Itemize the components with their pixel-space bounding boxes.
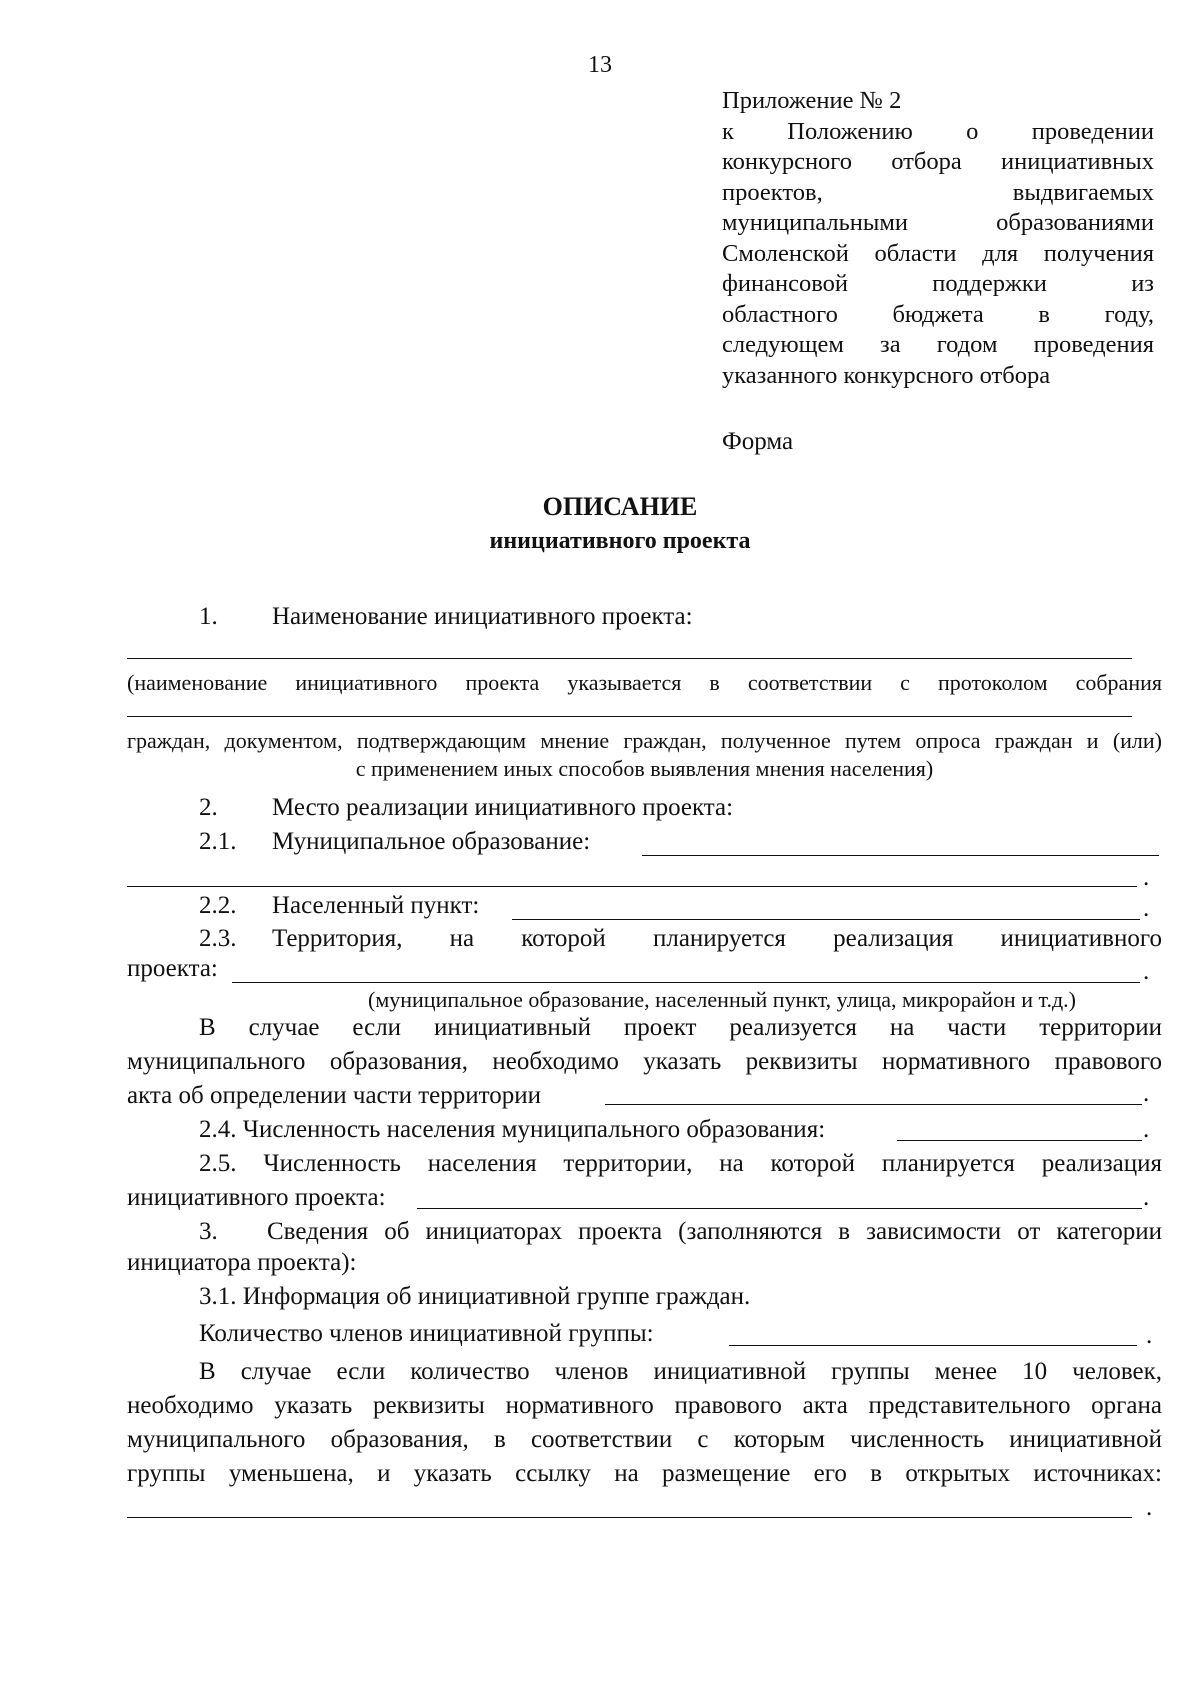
period-mark: . <box>1143 895 1150 922</box>
section-number: 2. <box>199 794 218 821</box>
appendix-line: к Положению о проведении <box>722 117 1154 145</box>
territory-note: (муниципальное образование, населенный пункт, улица, микрорайон и т.д.) <box>368 987 1076 1012</box>
section-label: Сведения об инициаторах проекта (заполняются в зависимости от категории <box>267 1218 1162 1245</box>
territory-field[interactable] <box>232 982 1140 983</box>
territory-part-paragraph <box>127 1011 1162 1113</box>
appendix-line: областного бюджета в году, <box>722 300 1154 328</box>
document-title: ОПИСАНИЕ <box>542 492 698 521</box>
members-count-label: Количество членов инициативной группы: <box>199 1320 654 1347</box>
project-name-note: граждан, документом, подтверждающим мнение граждан, полученное путем опроса граждан и (или) <box>127 728 1162 753</box>
paragraph-line: муниципального образования, в соответствии с которым численность инициативной <box>127 1426 1162 1453</box>
paragraph-line: необходимо указать реквизиты нормативного правового акта представительного органа <box>127 1392 1162 1419</box>
section-2-4: 2.4. Численность населения муниципального образования: <box>199 1116 826 1143</box>
section-label: Место реализации инициативного проекта: <box>272 794 734 821</box>
section-2-5: 2.5. Численность населения территории, на которой планируется реализация <box>199 1150 1162 1177</box>
section-number: 3. <box>199 1218 218 1245</box>
period-mark: . <box>1143 1184 1150 1211</box>
period-mark: . <box>1143 864 1150 891</box>
appendix-line: муниципальными образованиями <box>722 209 1154 236</box>
settlement-field[interactable] <box>512 919 1140 920</box>
section-label: Муниципальное образование: <box>272 828 591 855</box>
section-3-1: 3.1. Информация об инициативной группе граждан. <box>199 1283 751 1310</box>
project-name-note: с применением иных способов выявления мнения населения) <box>355 756 934 781</box>
page-number: 13 <box>588 52 612 78</box>
section-label: проекта: <box>127 955 218 982</box>
section-label: Наименование инициативного проекта: <box>272 603 693 630</box>
territory-population-field[interactable] <box>417 1208 1142 1209</box>
section-2-3-cont <box>127 955 1162 983</box>
appendix-line: Приложение № 2 <box>722 87 902 114</box>
municipality-field-2[interactable] <box>127 886 1137 887</box>
appendix-line: проектов, выдвигаемых <box>722 178 1154 206</box>
section-3-cont: инициатора проекта): <box>127 1249 357 1276</box>
appendix-line: конкурсного отбора инициативных <box>722 148 1154 175</box>
section-number: 2.1. <box>199 828 237 855</box>
municipality-population-field[interactable] <box>897 1140 1142 1141</box>
period-mark: . <box>1143 958 1150 985</box>
appendix-line: следующем за годом проведения <box>722 331 1154 358</box>
section-number: 2.3. <box>199 925 237 952</box>
paragraph-line: группы уменьшена, и указать ссылку на размещение его в открытых источниках: <box>127 1460 1162 1487</box>
municipality-field[interactable] <box>642 855 1159 856</box>
members-paragraph <box>127 1355 1162 1491</box>
section-label: Территория, на которой планируется реализация инициативного <box>272 925 1162 952</box>
members-count-field[interactable] <box>729 1345 1137 1346</box>
paragraph-line: муниципального образования, необходимо указать реквизиты нормативного правового <box>127 1048 1162 1075</box>
appendix-line: Смоленской области для получения <box>722 239 1154 267</box>
paragraph-line: В случае если инициативный проект реализуется на части территории <box>199 1014 1162 1041</box>
paragraph-text: акта об определении части территории <box>127 1082 541 1109</box>
period-mark: . <box>1143 1116 1150 1143</box>
period-mark: . <box>1146 1322 1153 1349</box>
appendix-line: указанного конкурсного отбора <box>722 361 1051 389</box>
document-subtitle: инициативного проекта <box>489 528 751 554</box>
appendix-header <box>722 86 1154 391</box>
section-number: 2.2. <box>199 892 237 919</box>
territory-act-field[interactable] <box>605 1104 1142 1105</box>
period-mark: . <box>1143 1080 1150 1107</box>
section-2-5-cont: инициативного проекта: <box>127 1184 386 1211</box>
project-name-note: (наименование инициативного проекта указывается в соответствии с протоколом собрания <box>127 670 1162 695</box>
source-link-field[interactable] <box>127 1517 1132 1518</box>
section-label: Населенный пункт: <box>272 892 480 919</box>
paragraph-line <box>127 1079 1162 1113</box>
section-number: 1. <box>199 603 218 630</box>
project-name-line[interactable] <box>127 658 1132 659</box>
period-mark: . <box>1146 1494 1153 1521</box>
project-name-line-2[interactable] <box>127 716 1132 717</box>
appendix-line: финансовой поддержки из <box>722 270 1154 297</box>
form-label: Форма <box>722 428 794 455</box>
paragraph-line: В случае если количество членов инициативной группы менее 10 человек, <box>199 1358 1162 1385</box>
